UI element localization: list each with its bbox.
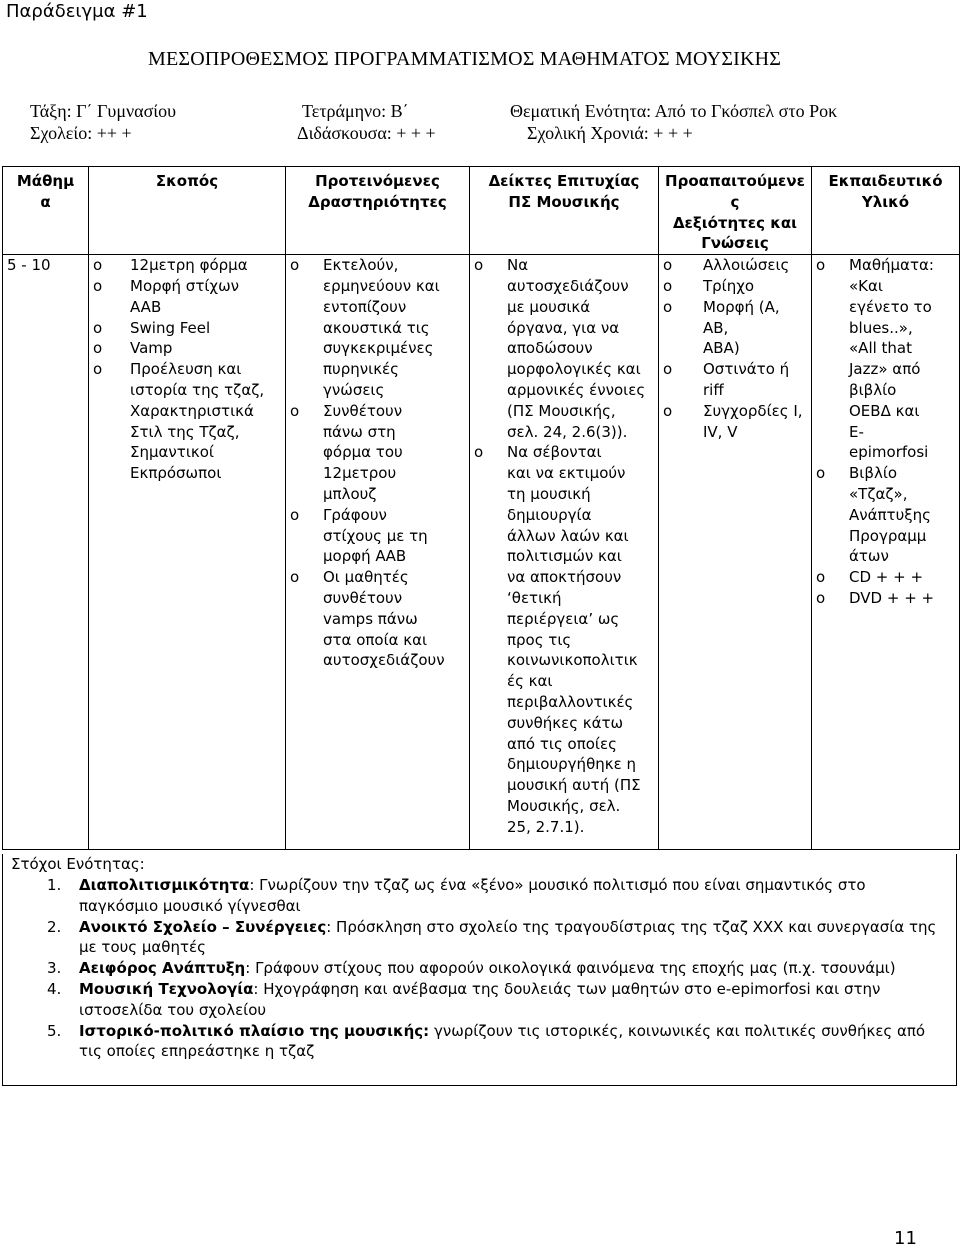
meta-school: Σχολείο: ++ + (30, 123, 132, 143)
cell-materials (812, 255, 960, 850)
header-lesson: Μάθημ α (3, 167, 89, 255)
list-item: o Εκτελούν, ερμηνεύουν και εντοπίζουν ακουστικά τις συγκεκριμένες πυρηνικές γνώσεις (290, 255, 465, 401)
list-item: o Μορφή στίχων AAB (93, 276, 281, 318)
list-item: o Μαθήματα: «Και εγένετο το blues..», «All that Jazz» από βιβλίο ΟΕΒΔ και E- epimorfosi (816, 255, 955, 463)
header-activities: Προτεινόμενες Δραστηριότητες (286, 167, 470, 255)
meta-class: Τάξη: Γ΄ Γυμνασίου (30, 101, 177, 121)
list-item: o CD + + + (816, 567, 955, 588)
meta-year: Σχολική Χρονιά: + + + (527, 123, 693, 143)
list-item: o Προέλευση και ιστορία της τζαζ, Χαρακτηριστικά Στιλ της Τζαζ, Σημαντικοί Εκπρόσωποι (93, 359, 281, 484)
list-item: o Γράφουν στίχους με τη μορφή ΑΑΒ (290, 505, 465, 567)
cell-lesson: 5 - 10 (3, 255, 89, 850)
list-item: o DVD + + + (816, 588, 955, 609)
cell-prerequisites (659, 255, 812, 850)
list-item: o Vamp (93, 338, 281, 359)
objective-item: 1. Διαπολιτισμικότητα: Γνωρίζουν την τζαζ ως ένα «ξένο» μουσικό πολιτισμό που είναι σημαντικός στο παγκόσμιο μουσικό γίγνεσθαι (47, 876, 866, 915)
list-item: o Οστινάτο ή riff (663, 359, 807, 401)
list-item: o Συγχορδίες Ι, IV, V (663, 401, 807, 443)
page-heading: Παράδειγμα #1 (6, 1, 148, 22)
cell-activities (286, 255, 470, 850)
list-item: o Να σέβονται και να εκτιμούν τη μουσική δημιουργία άλλων λαών και πολιτισμών και να αποκτήσουν ‘θετική περιέργεια’ ως προς τις κοινωνικοπολιτικ ές και περιβαλλοντικές συνθήκες κάτω από τις οποίες δημιουργήθηκε η μουσική αυτή (ΠΣ Μουσικής, σελ. 25, 2.7.1). (474, 442, 654, 837)
list-item: o Μορφή (Α, ΑΒ, ΑΒΑ) (663, 297, 807, 359)
header-aims: Σκοπός (89, 167, 286, 255)
table-row (3, 255, 960, 850)
document-title: ΜΕΣΟΠΡΟΘΕΣΜΟΣ ΠΡΟΓΡΑΜΜΑΤΙΣΜΟΣ ΜΑΘΗΜΑΤΟΣ ΜΟΥΣΙΚΗΣ (148, 48, 782, 70)
unit-objectives (2, 854, 957, 1086)
page-number: 11 (894, 1228, 917, 1249)
list-item: o Τρίηχο (663, 276, 807, 297)
header-prerequisites: Προαπαιτούμενε ς Δεξιότητες και Γνώσεις (659, 167, 812, 255)
list-item: o Swing Feel (93, 318, 281, 339)
header-materials: Εκπαιδευτικό Υλικό (812, 167, 960, 255)
meta-teacher: Διδάσκουσα: + + + (297, 123, 436, 143)
list-item: o 12μετρη φόρμα (93, 255, 281, 276)
objectives-title: Στόχοι Ενότητας: (11, 855, 145, 873)
meta-term: Τετράμηνο: Β΄ (302, 101, 409, 121)
list-item: o Οι μαθητές συνθέτουν vamps πάνω στα οποία και αυτοσχεδιάζουν (290, 567, 465, 671)
list-item: o Αλλοιώσεις (663, 255, 807, 276)
objective-item: 3. Αειφόρος Ανάπτυξη: Γράφουν στίχους που αφορούν οικολογικά φαινόμενα της εποχής μας (π.χ. τσουνάμι) (47, 959, 896, 978)
objective-item: 2. Ανοικτό Σχολείο – Συνέργειες: Πρόσκληση στο σχολείο της τραγουδίστριας της τζαζ ΧΧΧ και συνεργασία της με τους μαθητές (47, 917, 937, 957)
cell-indicators (470, 255, 659, 850)
objective-item: 4. Μουσική Τεχνολογία: Ηχογράφηση και ανέβασμα της δουλειάς των μαθητών στο e-epimorfosi και στην ιστοσελίδα του σχολείου (47, 979, 881, 1019)
header-indicators: Δείκτες Επιτυχίας ΠΣ Μουσικής (470, 167, 659, 255)
meta-unit: Θεματική Ενότητα: Από το Γκόσπελ στο Ροκ (510, 101, 838, 121)
lesson-plan-table (2, 166, 960, 850)
list-item: o Να αυτοσχεδιάζουν με μουσικά όργανα, για να αποδώσουν μορφολογικές και αρμονικές έννοιες (ΠΣ Μουσικής, σελ. 24, 2.6(3)). (474, 255, 654, 442)
table-header-row (3, 167, 960, 255)
list-item: o Συνθέτουν πάνω στη φόρμα του 12μετρου μπλουζ (290, 401, 465, 505)
list-item: o Βιβλίο «Τζαζ», Ανάπτυξης Προγραμμ άτων (816, 463, 955, 567)
cell-aims (89, 255, 286, 850)
objective-item: 5. Ιστορικό-πολιτικό πλαίσιο της μουσικής: γνωρίζουν τις ιστορικές, κοινωνικές και πολιτικές συνθήκες από τις οποίες επηρεάστηκε η τζαζ (47, 1021, 926, 1061)
